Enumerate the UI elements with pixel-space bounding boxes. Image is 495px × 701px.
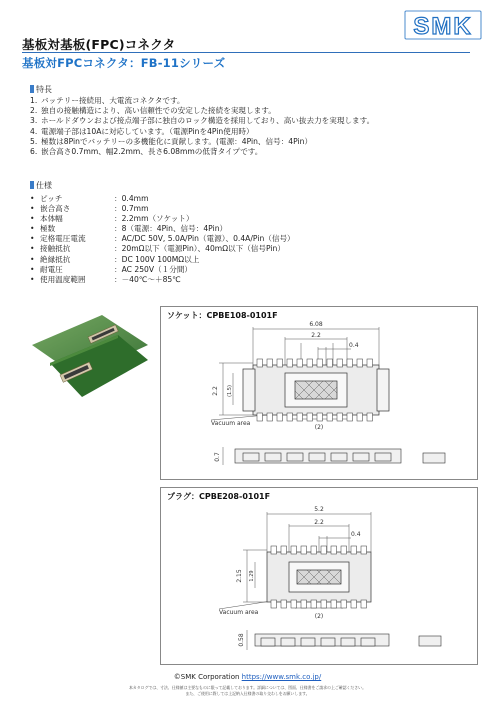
plug-drawing-panel: [160, 487, 478, 665]
contact-pin: [337, 413, 343, 421]
contact-pin: [271, 546, 277, 554]
contact-pin: [317, 359, 323, 367]
contact-pin: [301, 546, 307, 554]
feature-item: [30, 147, 374, 157]
contact-pin: [257, 359, 263, 367]
bullet: •: [30, 274, 35, 284]
feature-item: [30, 106, 374, 116]
spec-key: 使用温度範囲: [40, 274, 86, 284]
feature-text: 嵌合高さ0.7mm、幅2.2mm、長さ6.08mmの低背タイプです。: [41, 147, 263, 157]
contact-pin: [351, 546, 357, 554]
contact-pin: [347, 359, 353, 367]
bullet: •: [30, 224, 35, 234]
spec-value: ：0.4mm: [114, 194, 149, 203]
spec-key: 接触抵抗: [40, 244, 71, 254]
contact-pin: [297, 359, 303, 367]
contact-pin: [267, 359, 273, 367]
spec-value: ：2.2mm（ソケット）: [114, 214, 194, 224]
plug-title: プラグ：CPBE208-0101F: [167, 492, 271, 501]
socket-dim-length: 6.08: [309, 321, 323, 328]
spec-item: [30, 275, 295, 285]
feature-item: [30, 137, 374, 147]
footer-url-link[interactable]: https://www.smk.co.jp/: [241, 673, 322, 681]
contact-pin: [291, 600, 297, 608]
heading-marker: [30, 181, 34, 189]
spec-item: [30, 194, 295, 204]
contact-pin: [271, 600, 277, 608]
contact-pin: [281, 600, 287, 608]
contact-pin: [357, 359, 363, 367]
contact-pin: [321, 600, 327, 608]
feature-item: [30, 116, 374, 126]
contact-pin: [357, 413, 363, 421]
socket-title: ソケット：CPBE108-0101F: [167, 311, 278, 320]
contact-pin: [307, 413, 313, 421]
contact-pin: [317, 413, 323, 421]
socket-dim-height: 2.2: [212, 386, 219, 396]
feature-number: 5.: [30, 136, 38, 146]
spec-value: ：－40℃～＋85℃: [114, 274, 181, 284]
plug-dim-height: 2.15: [236, 569, 243, 583]
footer-copyright: [0, 673, 495, 681]
contact-pin: [327, 359, 333, 367]
spec-value: ：AC/DC 50V, 5.0A/Pin（電源）、0.4A/Pin（信号）: [114, 234, 295, 244]
contact-pin: [311, 600, 317, 608]
spec-item: [30, 255, 295, 265]
contact-pin: [341, 600, 347, 608]
feature-text: 電源端子部は10Aに対応しています。（電源Pinを4Pin使用時）: [41, 126, 254, 136]
contact-pin: [267, 413, 273, 421]
contact-pin: [327, 413, 333, 421]
logo-text: SMK: [413, 13, 473, 40]
feature-text: バッテリー接続用、大電流コネクタです。: [41, 96, 185, 105]
spec-value: ：20mΩ以下（電源Pin）、40mΩ以下（信号Pin）: [114, 244, 285, 254]
spec-key: 極数: [40, 224, 56, 234]
bullet: •: [30, 244, 35, 254]
bullet: •: [30, 254, 35, 264]
spec-item: [30, 214, 295, 224]
plug-dim-length: 5.2: [314, 506, 324, 513]
plug-dim-pitch: 0.4: [351, 531, 361, 538]
feature-number: 2.: [30, 106, 38, 116]
spec-key: 耐電圧: [40, 264, 63, 274]
spec-key: 定格電圧電流: [40, 234, 86, 244]
plug-dim-width: 2.2: [314, 519, 324, 526]
socket-drawing: [161, 307, 479, 481]
spec-key: ピッチ: [40, 194, 63, 203]
heading-marker: [30, 85, 34, 93]
socket-dim-mated-height: 0.7: [214, 452, 221, 462]
plug-dim-mated-height: 0.58: [238, 633, 245, 647]
feature-text: 極数は8Pinでバッテリーの多機能化に貢献します。(電源：4Pin、信号：4Pin）: [41, 136, 313, 146]
features-heading-label: 特長: [36, 85, 52, 94]
feature-item: [30, 96, 374, 106]
contact-pin: [277, 413, 283, 421]
socket-vacuum-label: Vacuum area: [211, 420, 251, 427]
contact-pin: [277, 359, 283, 367]
contact-pin: [301, 600, 307, 608]
contact-pin: [297, 413, 303, 421]
spec-value: ：AC 250V（１分間）: [114, 264, 193, 274]
spec-key: 本体幅: [40, 214, 63, 224]
contact-pin: [347, 413, 353, 421]
specs-list: [30, 194, 295, 285]
bullet: •: [30, 194, 35, 203]
disclaimer-line-1: 本カタログでは、寸法、仕様値は主要なものに限って記載しております。詳細については、図面、仕様書をご請求の上ご確認ください。: [129, 685, 366, 690]
series-title: 基板対FPCコネクタ：FB-11シリーズ: [22, 56, 226, 70]
socket-drawing-panel: [160, 306, 478, 480]
contact-pin: [321, 546, 327, 554]
features-heading: [30, 84, 52, 95]
contact-pin: [287, 359, 293, 367]
feature-text: 独自の接触構造により、高い信頼性での安定した接続を実現します。: [41, 106, 276, 116]
spec-item: [30, 265, 295, 275]
spec-item: [30, 204, 295, 214]
bullet: •: [30, 264, 35, 274]
spec-key: 嵌合高さ: [40, 204, 71, 214]
smk-logo: [404, 10, 482, 40]
spec-key: 絶縁抵抗: [40, 254, 71, 264]
copyright-text: ©SMK Corporation: [173, 673, 240, 681]
title-rule: [22, 52, 470, 53]
contact-pin: [287, 413, 293, 421]
spec-value: ：0.7mm: [114, 204, 149, 214]
contact-pin: [281, 546, 287, 554]
plug-dim-vacuum: (2): [314, 613, 324, 620]
spec-item: [30, 234, 295, 244]
features-list: [30, 96, 374, 157]
plug-drawing: [161, 488, 479, 666]
contact-pin: [337, 359, 343, 367]
contact-pin: [367, 413, 373, 421]
contact-pin: [291, 546, 297, 554]
spec-value: ：8（電源：4Pin、信号：4Pin）: [114, 224, 228, 234]
specs-heading-label: 仕様: [36, 181, 52, 190]
contact-pin: [257, 413, 263, 421]
contact-pin: [341, 546, 347, 554]
feature-number: 3.: [30, 116, 38, 126]
feature-number: 4.: [30, 126, 38, 136]
spec-item: [30, 224, 295, 234]
bullet: •: [30, 204, 35, 214]
socket-dim-pitch: 0.4: [349, 342, 359, 349]
contact-pin: [361, 546, 367, 554]
disclaimer-line-2: また、ご使用に際しては上記納入仕様書の取り交わしをお願いします。: [185, 691, 310, 696]
socket-dim-inner: (1.5): [227, 385, 233, 397]
specs-heading: [30, 180, 52, 191]
feature-number: 1.: [30, 96, 38, 105]
plug-vacuum-label: Vacuum area: [219, 609, 259, 616]
bullet: •: [30, 234, 35, 244]
contact-pin: [361, 600, 367, 608]
spec-item: [30, 244, 295, 254]
product-photo: [30, 305, 150, 400]
feature-item: [30, 127, 374, 137]
contact-pin: [331, 600, 337, 608]
category-title: 基板対基板(FPC)コネクタ: [22, 37, 176, 52]
contact-pin: [311, 546, 317, 554]
bullet: •: [30, 214, 35, 224]
contact-pin: [367, 359, 373, 367]
plug-dim-inner: 1.29: [249, 570, 255, 582]
socket-dim-width: 2.2: [311, 332, 321, 339]
feature-text: ホールドダウンおよび接点端子部に独自のロック構造を採用しており、高い抜去力を実現します。: [41, 116, 375, 126]
socket-dim-vacuum: (2): [314, 424, 324, 431]
spec-value: ：DC 100V 100MΩ以上: [114, 254, 200, 264]
contact-pin: [307, 359, 313, 367]
contact-pin: [351, 600, 357, 608]
contact-pin: [331, 546, 337, 554]
feature-number: 6.: [30, 147, 38, 157]
